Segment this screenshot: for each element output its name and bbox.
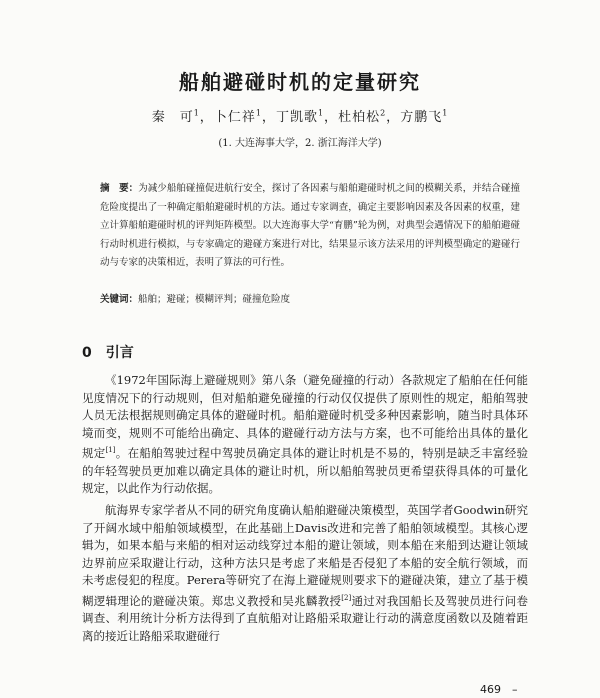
abstract-label: 摘 要： bbox=[100, 183, 139, 194]
author-affiliation-mark: 1 bbox=[442, 108, 449, 118]
author-affiliation-mark: 1 bbox=[193, 108, 200, 118]
section-number: 0 bbox=[82, 345, 92, 361]
body-text bbox=[82, 372, 528, 650]
paper-title: 船舶避碰时机的定量研究 bbox=[179, 70, 421, 94]
paragraph-text: 《1972年国际海上避碰规则》第八条（避免碰撞的行动）各款规定了船舶在任何能见度情况下的行动规则，但对船舶避免碰撞的行动仅仅提供了原则性的规定，船舶驾驶人员无法根据规则确定具体的避碰时机。船舶避碰时机受多种因素影响，随当时具体环境而变，规则不可能给出确定、具体的避碰行动方法与方案，也不可能给出具体的量化规定 bbox=[82, 373, 528, 461]
paragraph-text: 。在船舶驾驶过程中驾驶员确定具体的避让时机是不易的，特别是缺乏丰富经验的年轻驾驶员更加难以确定具体的避让时机，所以船舶驾驶员更希望获得具体的可量化规定，以此作为行动依据。 bbox=[82, 446, 529, 496]
section-heading bbox=[82, 342, 134, 362]
paragraph-text: 通过对我国船长及驾驶员进行问卷调查、利用统计分析方法得到了直航船对让路船采取避让行动的满意度函数以及随着距离的接近让路船采取避碰行 bbox=[82, 593, 529, 643]
section-title: 引言 bbox=[105, 345, 134, 361]
author-affiliation-mark: 1 bbox=[317, 108, 325, 118]
author-name: 方鹏飞 bbox=[400, 110, 443, 125]
citation: [1] bbox=[105, 446, 116, 455]
paragraph bbox=[82, 502, 528, 646]
citation: [2] bbox=[341, 593, 352, 602]
author-name: 卜仁祥 bbox=[213, 110, 256, 125]
author-affiliation-mark: 1 bbox=[255, 108, 262, 118]
author-affiliation-mark: 2 bbox=[380, 108, 387, 118]
abstract bbox=[100, 180, 520, 273]
author-name: 杜柏松 bbox=[338, 110, 381, 125]
author-name: 秦 可 bbox=[151, 110, 194, 125]
affiliations: (1. 大连海事大学，2. 浙江海洋大学) bbox=[218, 138, 382, 149]
author-name: 丁凯歌 bbox=[275, 110, 318, 125]
abstract-text: 为减少船舶碰撞促进航行安全，探讨了各因素与船舶避碰时机之间的模糊关系，并结合碰撞危险度提出了一种确定船舶避碰时机的方法。通过专家调查，确定主要影响因素及各因素的权重，建立计算船舶避碰时机的评判矩阵模型。以大连海事大学“育鹏”轮为例，对典型会遇情况下的船舶避碰行动时机进行模拟，与专家确定的避碰方案进行对比，结果显示该方法采用的评判模型确定的避碰行动与专家的决策相近，表明了算法的可行性。 bbox=[100, 183, 520, 268]
keywords bbox=[100, 292, 520, 308]
paragraph-text: 航海界专家学者从不同的研究角度确认船舶避碰决策模型，英国学者Goodwin研究了开阔水域中船舶领域模型，在此基础上Davis改进和完善了船舶领域模型。其核心逻辑为，如果本船与来船的相对运动线穿过本船的避让领域，则本船在来船到达避让领域边界前应采取避让行动，这种方法只是考虑了来船是否侵犯了本船的安全航行领域，而未考虑侵犯的程度。Perera等研究了在海上避碰规则要求下的避碰决策，建立了基于模糊逻辑理论的避碰决策。郑忠义教授和吴兆麟教授 bbox=[82, 502, 528, 608]
author-list: 秦 可$^1$，卜仁祥$^1$，丁凯歌$^1$，杜柏松$^2$，方鹏飞$^1$ bbox=[151, 108, 449, 125]
page-number: 469 – bbox=[480, 683, 518, 696]
keywords-text: 船舶；避碰；模糊评判；碰撞危险度 bbox=[138, 294, 291, 305]
paragraph bbox=[82, 372, 528, 498]
keywords-label: 关键词： bbox=[100, 294, 139, 305]
